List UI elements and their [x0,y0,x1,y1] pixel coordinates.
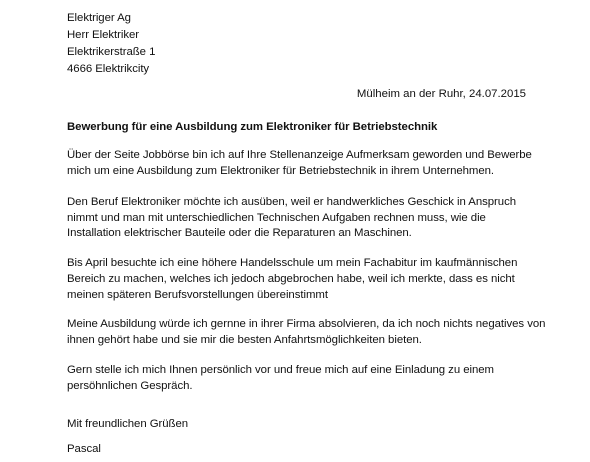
body-line: Über der Seite Jobbörse bin ich auf Ihre Stellenanzeige Aufmerksam geworden und Bewerbe [67,149,532,161]
letter-subject: Bewerbung für eine Ausbildung zum Elektroniker für Betriebstechnik [67,121,438,133]
signature: Pascal [67,443,101,455]
body-line: Den Beruf Elektroniker möchte ich ausüben, weil er handwerkliches Geschick in Anspruch [67,196,517,208]
body-line: Bis April besuchte ich eine höhere Handelsschule um mein Fachabitur im kaufmännischen [67,257,518,269]
closing-line: Mit freundlichen Grüßen [67,418,189,430]
body-line: nimmt und man mit unterschiedlichen Technischen Aufgaben rechnen muss, wie die [67,212,486,224]
body-line: Installation elektrischer Bauteile oder die Reparaturen an Maschinen. [67,227,412,239]
place-date: Mülheim an der Ruhr, 24.07.2015 [356,88,526,100]
sender-company: Elektriger Ag [67,12,131,24]
body-line: ihnen gehört habe und sie mir die besten Anfahrtsmöglichkeiten bieten. [67,334,422,346]
body-line: meinen späteren Berufsvorstellungen übereinstimmt [67,289,328,301]
body-line: mich um eine Ausbildung zum Elektroniker für Betriebstechnik in ihrem Unternehmen. [67,165,495,177]
body-line: Gern stelle ich mich Ihnen persönlich vor und freue mich auf eine Einladung zu einem [67,364,494,376]
sender-street: Elektrikerstraße 1 [67,46,156,58]
body-line: persöhnlichen Gespräch. [67,380,193,392]
body-line: Meine Ausbildung würde ich gernne in ihrer Firma absolvieren, da ich noch nichts negatives von [67,318,546,330]
body-line: Bereich zu machen, welches ich jedoch abgebrochen habe, weil ich merkte, dass es nicht [67,273,515,285]
sender-city: 4666 Elektrikcity [67,63,150,75]
sender-contact: Herr Elektriker [67,29,140,41]
